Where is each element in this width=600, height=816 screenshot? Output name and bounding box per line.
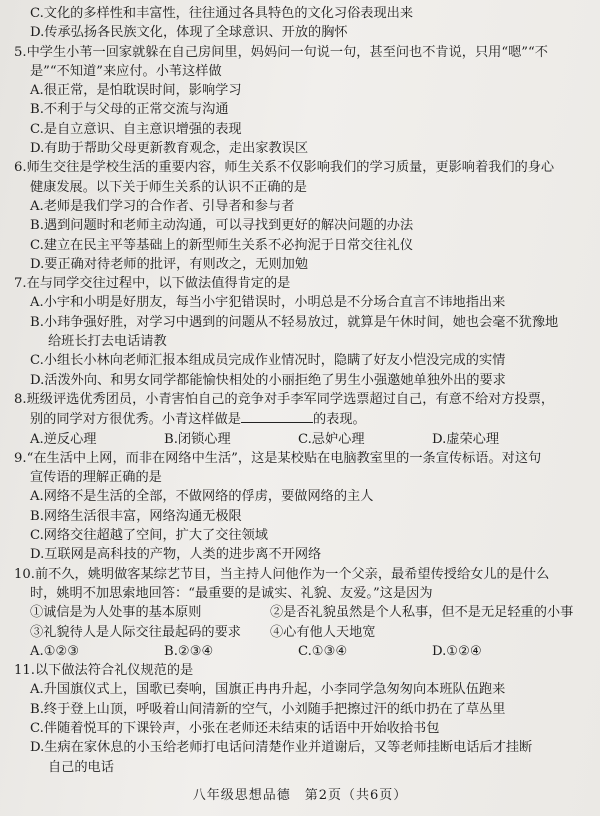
q5-option-d: D.有助于帮助父母更新教育观念，走出家教误区	[30, 141, 309, 157]
q8-stem: 8.班级评选优秀团员，小青害怕自己的竞争对手李军同学选票超过自己，有意不给对方投票，	[14, 391, 555, 407]
q7-option-a: A.小宇和小明是好朋友，每当小宇犯错误时，小明总是不分场合直言不讳地指出来	[30, 295, 506, 311]
q10-option-d: D.①②④	[432, 643, 482, 659]
q8-stem-pre: 别的同学对方很优秀。小青这样做是	[30, 412, 241, 428]
q10-statement-1: ①诚信是为人处事的基本原则	[30, 605, 202, 621]
q9-option-b: B.网络生活很丰富，网络沟通无极限	[30, 508, 242, 524]
q8-option-b: B.闭锁心理	[164, 431, 231, 447]
q8-stem-cont	[14, 409, 594, 429]
q8-option-a: A.逆反心理	[30, 431, 97, 447]
q10-stem-cont: 时，姚明不加思索地回答：“最重要的是诚实、礼貌、友爱。”这是因为	[30, 585, 433, 601]
q9-option-d: D.互联网是高科技的产物，人类的进步离不开网络	[30, 547, 322, 563]
q7-option-d: D.活泼外向、和男女同学都能愉快相处的小丽拒绝了男生小强邀她单独外出的要求	[30, 372, 506, 388]
q6-option-c: C.建立在民主平等基础上的新型师生关系不必拘泥于日常交往礼仪	[30, 237, 414, 253]
q10-stem: 10.前不久，姚明做客某综艺节目，当主持人问他作为一个父亲，最希望传授给女儿的是什么	[14, 566, 550, 582]
q10-statement-3: ③礼貌待人是人际交往最起码的要求	[30, 624, 241, 640]
q11-option-d: D.生病在家休息的小玉给老师打电话问清楚作业并道谢后，又等老师挂断电话后才挂断	[30, 740, 533, 756]
q10-option-b: B.②③④	[164, 643, 214, 659]
q11-option-a: A.升国旗仪式上，国歌已奏响，国旗正冉冉升起，小李同学急匆匆向本班队伍跑来	[30, 682, 506, 698]
q10-options	[14, 642, 594, 661]
q8-options	[14, 430, 594, 449]
page-footer: 八年级思想品德 第2页（共6页）	[192, 788, 408, 803]
q11-option-b: B.终于登上山顶，呼吸着山间清新的空气，小刘随手把擦过汗的纸巾扔在了草丛里	[30, 701, 506, 717]
q7-stem: 7.在与同学交往过程中，以下做法值得肯定的是	[14, 276, 291, 292]
q5-stem-cont: 是”“不知道”来应付。小苇这样做	[30, 63, 222, 79]
q9-option-c: C.网络交往超越了空间，扩大了交往领域	[30, 528, 268, 544]
q11-option-d-cont: 自己的电话	[48, 759, 114, 775]
q7-option-b: B.小玮争强好胜，对学习中遇到的问题从不轻易放过，就算是午休时间，她也会毫不犹豫地	[30, 314, 559, 330]
q10-statements-row2	[14, 623, 594, 642]
q5-option-c: C.是自立意识、自主意识增强的表现	[30, 121, 242, 137]
q9-option-a: A.网络不是生活的全部，不做网络的俘虏，要做网络的主人	[30, 489, 374, 505]
q6-stem: 6.师生交往是学校生活的重要内容，师生关系不仅影响我们的学习质量，更影响着我们的身心	[14, 160, 555, 176]
q6-option-a: A.老师是我们学习的合作者、引导者和参与者	[30, 198, 295, 214]
q6-option-b: B.遇到问题时和老师主动沟通，可以寻找到更好的解决问题的办法	[30, 218, 414, 234]
q11-option-c: C.伴随着悦耳的下课铃声，小张在老师还未结束的话语中开始收拾书包	[30, 720, 440, 736]
q8-option-d: D.虚荣心理	[432, 431, 500, 447]
q6-option-d: D.要正确对待老师的批评，有则改之，无则加勉	[30, 256, 309, 272]
q10-option-a: A.①②③	[30, 643, 80, 659]
q10-statements-row1	[14, 603, 594, 622]
q11-stem: 11.以下做法符合礼仪规范的是	[14, 663, 194, 679]
q4-option-c: C.文化的多样性和丰富性，往往通过各具特色的文化习俗表现出来	[30, 6, 414, 21]
q10-statement-2: ②是否礼貌虽然是个人私事，但不是无足轻重的小事	[270, 605, 574, 621]
q9-stem-cont: 宣传语的理解正确的是	[30, 470, 162, 486]
q8-option-c: C.忌妒心理	[298, 431, 365, 447]
q8-stem-post: 的表现。	[313, 412, 366, 428]
q7-option-b-cont: 给班长打去电话请教	[48, 334, 167, 350]
answer-blank[interactable]	[241, 409, 313, 423]
q4-option-d: D.传承弘扬各民族文化，体现了全球意识、开放的胸怀	[30, 25, 348, 41]
q10-statement-4: ④心有他人天地宽	[270, 624, 376, 640]
q6-stem-cont: 健康发展。以下关于师生关系的认识不正确的是	[30, 179, 307, 195]
q5-option-a: A.很正常，是怕耽误时间，影响学习	[30, 83, 242, 99]
q5-stem: 5.中学生小苇一回家就躲在自己房间里，妈妈问一句说一句，甚至问也不肯说，只用“嗯”“不	[14, 44, 548, 60]
page-content	[14, 4, 594, 777]
q10-option-c: C.①③④	[298, 643, 348, 659]
q7-option-c: C.小组长小林向老师汇报本组成员完成作业情况时，隐瞒了好友小恺没完成的实情	[30, 353, 506, 369]
q5-option-b: B.不利于与父母的正常交流与沟通	[30, 102, 229, 118]
q9-stem: 9.“在生活中上网，而非在网络中生活”，这是某校贴在电脑教室里的一条宣传标语。对这句	[14, 450, 542, 466]
